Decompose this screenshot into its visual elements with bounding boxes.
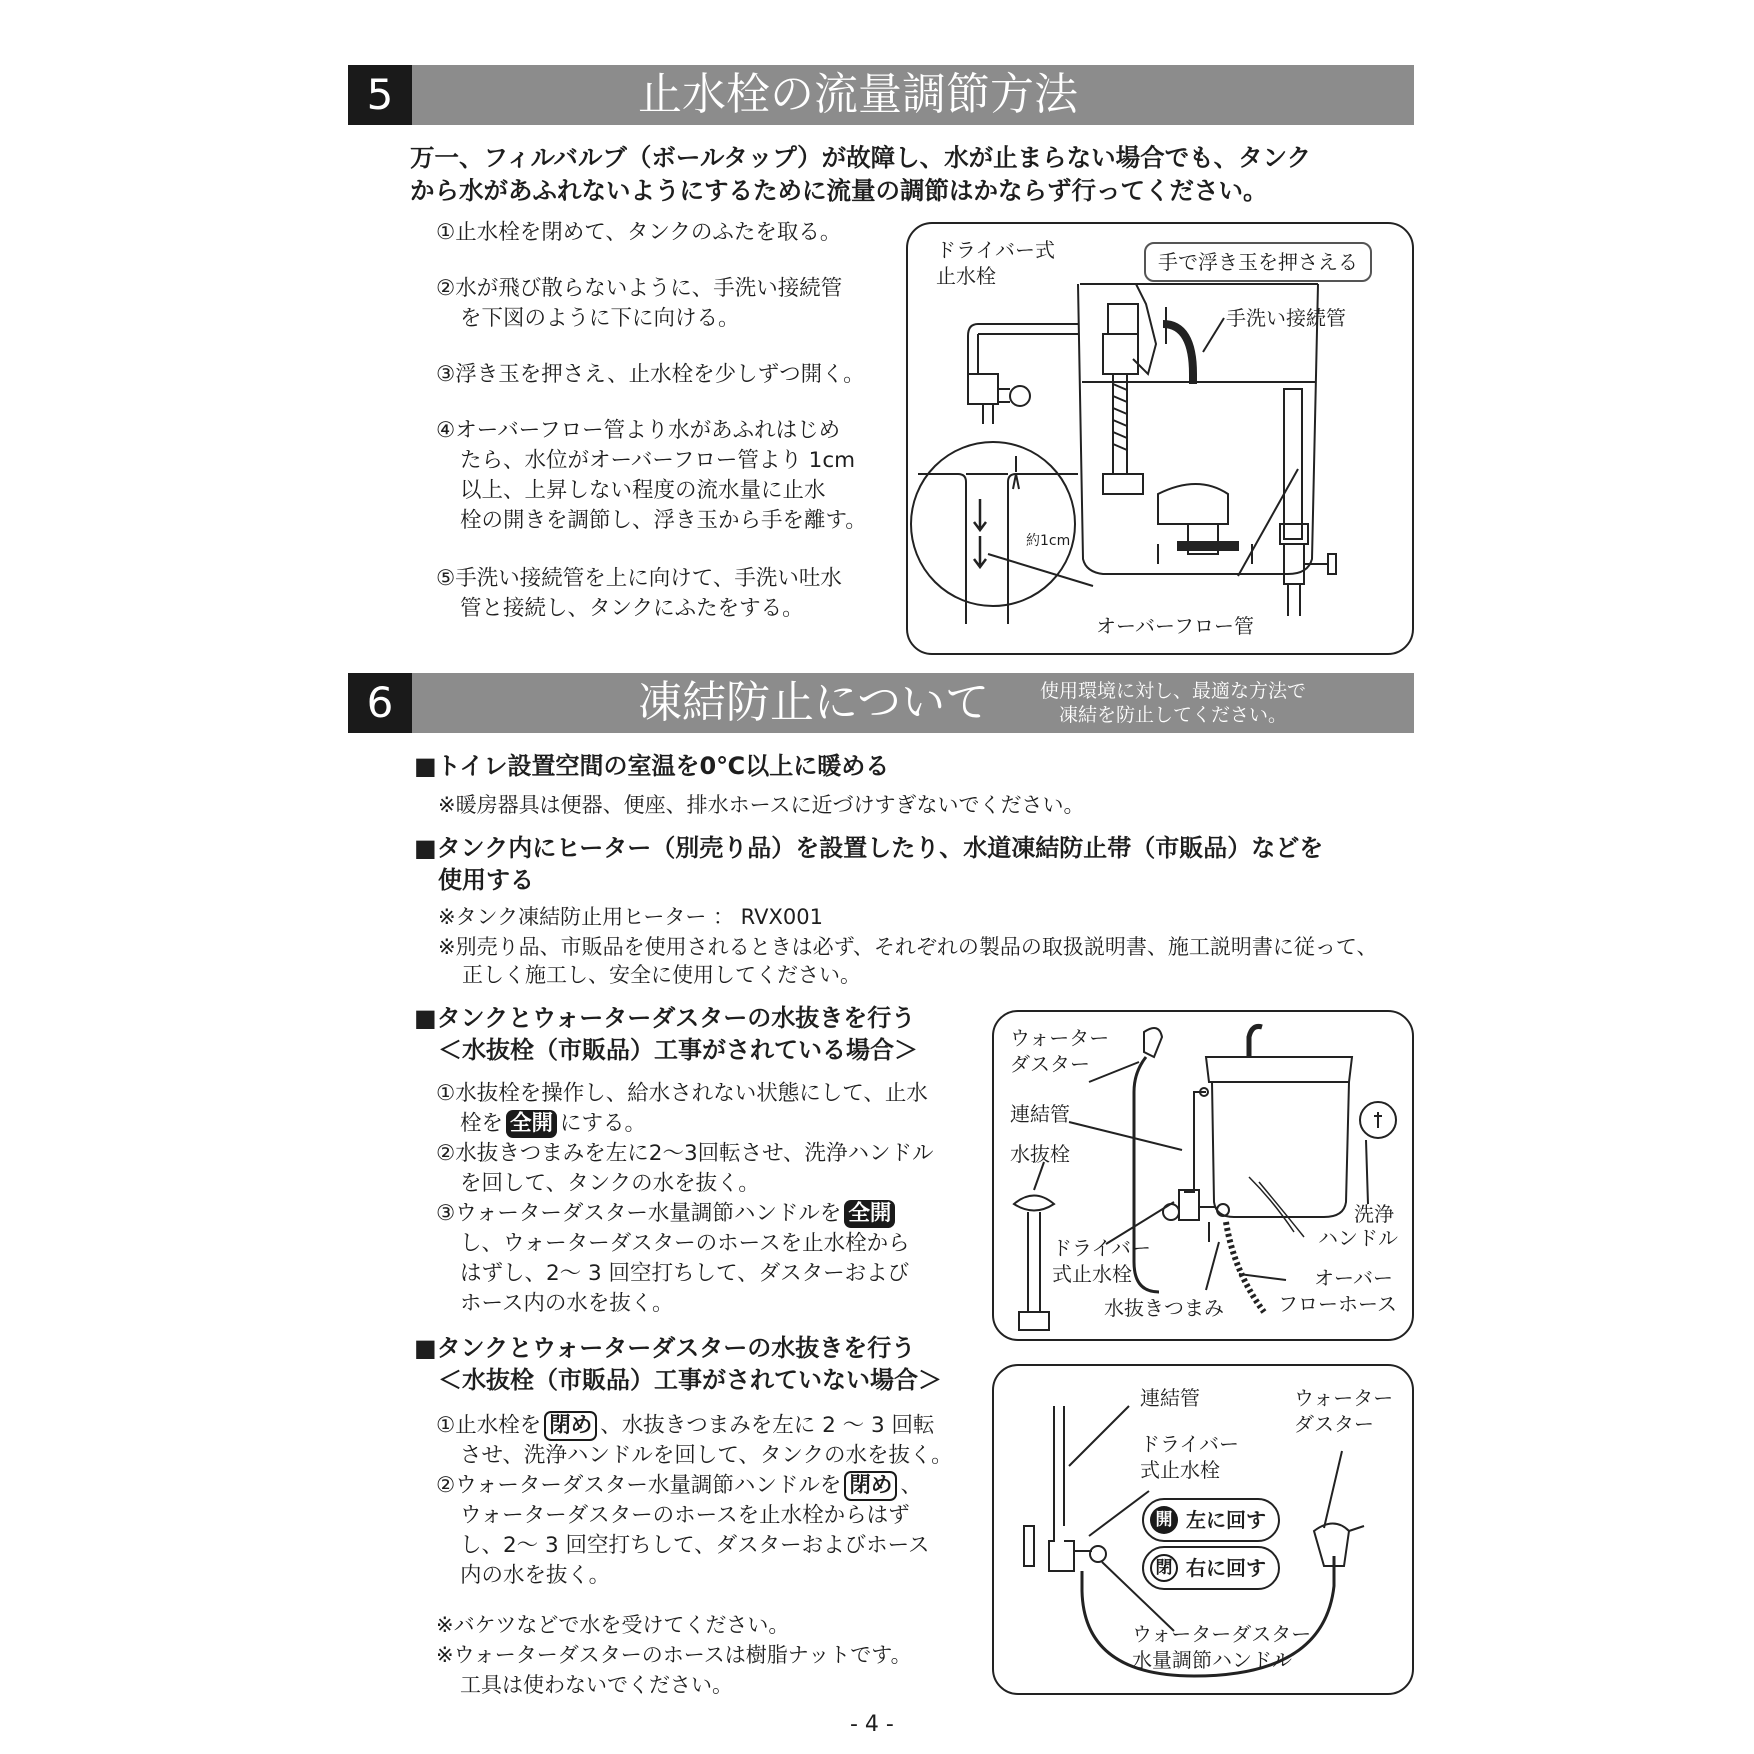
flush-handle-label-2: ハンドル: [1318, 1226, 1398, 1250]
step-text: を回して、タンクの水を抜く。: [460, 1171, 760, 1196]
section-number: 6: [348, 673, 412, 733]
step-text: ②水抜きつまみを左に2～3回転させ、洗浄ハンドル: [436, 1141, 934, 1166]
valve-label-2: 止水栓: [936, 264, 996, 288]
close-badge: 閉め: [844, 1471, 897, 1501]
step-4: [436, 416, 886, 564]
subtitle-line: 凍結を防止してください。: [1059, 704, 1288, 726]
pill-text: 右に回す: [1186, 1556, 1266, 1580]
step-text: し、ウォーターダスターのホースを止水栓から: [460, 1231, 910, 1256]
step-1: [436, 218, 886, 274]
note-optional-a: ※別売り品、市販品を使用されるときは必ず、それぞれの製品の取扱説明書、施工説明書に従って、: [438, 935, 1378, 959]
connecting-pipe-label: 連結管: [1010, 1102, 1070, 1126]
step-text: ②水が飛び散らないように、手洗い接続管: [436, 276, 843, 301]
section-number: 5: [348, 65, 412, 125]
text-fragment: ①止水栓を: [436, 1413, 542, 1438]
valve-handle-figure: [992, 1364, 1414, 1695]
close-instruction-pill: [1142, 1546, 1280, 1590]
overflow-hose-label-1: オーバー: [1314, 1266, 1393, 1290]
full-open-badge: 全開: [506, 1110, 557, 1138]
valve-label-1: ドライバー式: [936, 238, 1055, 262]
step-text: を下図のように下に向ける。: [460, 306, 740, 331]
section-subtitle: [1040, 679, 1306, 727]
handle-label-1: ウォーターダスター: [1132, 1622, 1312, 1646]
heading-drain-with-valve-a: ■タンクとウォーターダスターの水抜きを行う: [414, 1004, 916, 1032]
text-fragment: ②ウォーターダスター水量調節ハンドルを: [436, 1473, 842, 1498]
tank-cross-section-figure: [906, 222, 1414, 655]
text-fragment: にする。: [560, 1111, 647, 1136]
close-badge: 閉め: [544, 1411, 597, 1441]
section-title: 止水栓の流量調節方法: [638, 69, 1078, 120]
step-text: ①止水栓を閉めて、タンクのふたを取る。: [436, 220, 842, 245]
step-text: ④オーバーフロー管より水があふれはじめ: [436, 418, 841, 443]
step-text: たら、水位がオーバーフロー管より 1cm: [460, 448, 856, 473]
connecting-pipe-label: 連結管: [1140, 1386, 1200, 1410]
drain-steps-with-valve: [436, 1079, 966, 1319]
flush-handle-label-1: 洗浄: [1354, 1202, 1394, 1226]
section-6-header: [348, 673, 1414, 733]
screwdriver-valve-label-1: ドライバー: [1052, 1236, 1151, 1260]
close-icon: 閉: [1150, 1554, 1178, 1582]
screwdriver-valve-label-1: ドライバー: [1140, 1432, 1239, 1456]
press-float-callout: 手で浮き玉を押さえる: [1144, 242, 1372, 282]
step-text: はずし、2～ 3 回空打ちして、ダスターおよび: [460, 1261, 910, 1286]
drain-steps-without-valve: [436, 1411, 976, 1591]
step-text: [436, 1471, 976, 1501]
heading-heater-a: ■タンク内にヒーター（別売り品）を設置したり、水道凍結防止帯（市販品）などを: [414, 834, 1324, 862]
text-fragment: 栓を: [460, 1111, 504, 1136]
text-fragment: 、: [900, 1473, 922, 1498]
heading-room-temperature: ■トイレ設置空間の室温を0℃以上に暖める: [414, 752, 890, 780]
note-heater: ※暖房器具は便器、便座、排水ホースに近づけすぎないでください。: [438, 793, 1085, 817]
footnote-bucket: ※バケツなどで水を受けてください。: [436, 1613, 790, 1637]
note-heater-model: ※タンク凍結防止用ヒーター ： RVX001: [438, 905, 823, 929]
step-text: 栓の開きを調節し、浮き玉から手を離す。: [460, 508, 867, 533]
step-2: [436, 274, 886, 360]
overflow-pipe-label: オーバーフロー管: [1096, 614, 1254, 638]
screwdriver-valve-label-2: 式止水栓: [1140, 1458, 1220, 1482]
lead-line-1: 万一、フィルバルブ（ボールタップ）が故障し、水が止まらない場合でも、タンク: [410, 143, 1312, 172]
open-instruction-pill: [1142, 1498, 1280, 1542]
step-5: [436, 564, 886, 624]
drain-knob-label: 水抜きつまみ: [1104, 1296, 1224, 1320]
drain-valve-label: 水抜栓: [1010, 1142, 1070, 1166]
heading-heater-b: 使用する: [438, 866, 534, 894]
section-title: 凍結防止について: [638, 677, 990, 728]
pill-text: 左に回す: [1186, 1508, 1266, 1532]
step-3: [436, 360, 886, 416]
water-duster-drain-figure: [992, 1010, 1414, 1341]
step-text: ③浮き玉を押さえ、止水栓を少しずつ開く。: [436, 362, 865, 387]
step-text: させ、洗浄ハンドルを回して、タンクの水を抜く。: [460, 1443, 953, 1468]
duster-label-2: ダスター: [1294, 1412, 1374, 1436]
approx-1cm-label: 約1cm: [1026, 533, 1071, 549]
lead-line-2: から水があふれないようにするために流量の調節はかならず行ってください。: [410, 176, 1268, 205]
screwdriver-valve-label-2: 式止水栓: [1052, 1262, 1132, 1286]
tank-diagram: [908, 224, 1412, 653]
section-5-header: [348, 65, 1414, 125]
step-text: [436, 1109, 966, 1139]
duster-label-2: ダスター: [1010, 1052, 1090, 1076]
duster-label-1: ウォーター: [1010, 1026, 1110, 1050]
handle-label-2: 水量調節ハンドル: [1132, 1648, 1292, 1672]
step-text: [436, 1199, 966, 1229]
page-number: - 4 -: [850, 1712, 894, 1737]
step-text: 内の水を抜く。: [460, 1563, 611, 1588]
hand-wash-pipe-label: 手洗い接続管: [1226, 306, 1346, 330]
step-text: ①水抜栓を操作し、給水されない状態にして、止水: [436, 1081, 928, 1106]
step-text: し、2～ 3 回空打ちして、ダスターおよびホース: [460, 1533, 930, 1558]
step-text: 管と接続し、タンクにふたをする。: [460, 596, 804, 621]
subtitle-line: 使用環境に対し、最適な方法で: [1040, 680, 1307, 702]
heading-drain-without-valve-a: ■タンクとウォーターダスターの水抜きを行う: [414, 1334, 916, 1362]
heading-drain-without-valve-b: ＜水抜栓（市販品）工事がされていない場合＞: [438, 1366, 942, 1394]
heading-drain-with-valve-b: ＜水抜栓（市販品）工事がされている場合＞: [438, 1036, 918, 1064]
step-text: ⑤手洗い接続管を上に向けて、手洗い吐水: [436, 566, 842, 591]
step-text: ホース内の水を抜く。: [460, 1291, 674, 1316]
footnote-resin-nut-a: ※ウォーターダスターのホースは樹脂ナットです。: [436, 1643, 912, 1667]
step-text: [436, 1411, 976, 1441]
overflow-hose-label-2: フローホース: [1278, 1292, 1397, 1316]
step-text: ウォーターダスターのホースを止水栓からはず: [460, 1503, 910, 1528]
open-icon: 開: [1150, 1506, 1178, 1534]
step-text: 以上、上昇しない程度の流水量に止水: [460, 478, 826, 503]
step-list: [436, 218, 886, 624]
text-fragment: 、水抜きつまみを左に 2 ～ 3 回転: [600, 1413, 935, 1438]
full-open-badge: 全開: [844, 1200, 895, 1228]
footnote-resin-nut-b: 工具は使わないでください。: [460, 1673, 733, 1697]
duster-label-1: ウォーター: [1294, 1386, 1394, 1410]
note-optional-b: 正しく施工し、安全に使用してください。: [462, 963, 861, 987]
text-fragment: ③ウォーターダスター水量調節ハンドルを: [436, 1201, 842, 1226]
